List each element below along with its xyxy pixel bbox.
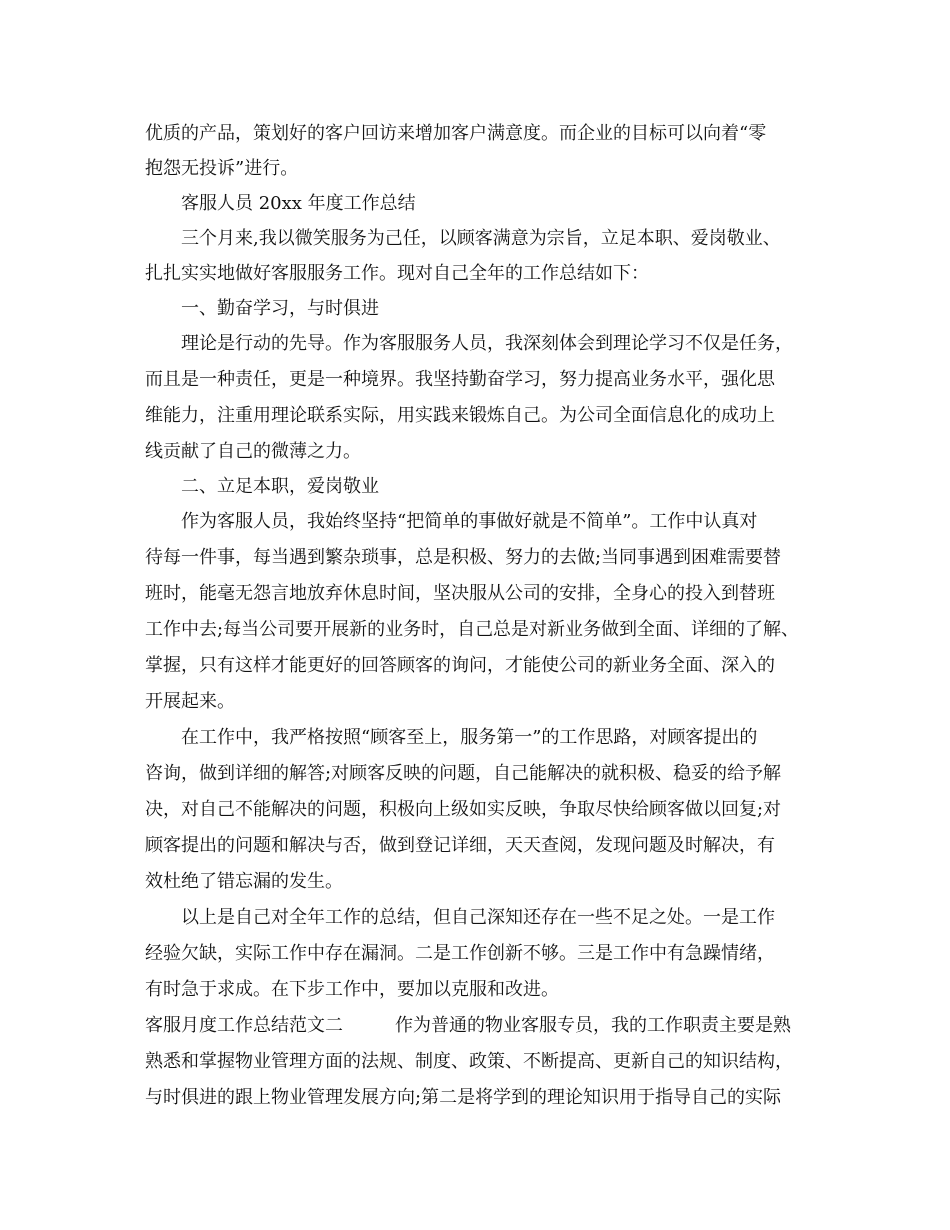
text-line: 开展起来。 [145,691,235,712]
text-line: 在工作中，我严格按照“顾客至上，服务第一”的工作思路，对顾客提出的 [181,727,758,748]
text-line: 作为客服人员，我始终坚持“把简单的事做好就是不简单”。工作中认真对 [181,511,758,532]
text-line: 三个月来,我以微笑服务为己任，以顾客满意为宗旨，立足本职、爱岗敬业、 [181,228,781,249]
text-line: 顾客提出的问题和解决与否，做到登记详细，天天查阅，发现问题及时解决，有 [145,835,775,856]
text-line: 维能力，注重用理论联系实际，用实践来锻炼自己。为公司全面信息化的成功上 [145,405,775,426]
text-line: 线贡献了自己的微薄之力。 [145,441,361,462]
text-line: 而且是一种责任，更是一种境界。我坚持勤奋学习，努力提高业务水平，强化思 [145,369,775,390]
text-line: 工作中去;每当公司要开展新的业务时，自己总是对新业务做到全面、详细的了解、 [145,619,800,640]
text-line: 抱怨无投诉”进行。 [145,158,299,179]
text-line: 与时俱进的跟上物业管理发展方向;第二是将学到的理论知识用于指导自己的实际 [145,1087,782,1108]
article-text: 作为普通的物业客服专员，我的工作职责主要是熟 [395,1015,791,1036]
text-line: 决，对自己不能解决的问题，积极向上级如实反映，争取尽快给顾客做以回复;对 [145,799,782,820]
mixed-heading-line [145,1014,825,1038]
section-heading: 客服人员 20xx 年度工作总结 [181,193,416,214]
text-line: 以上是自己对全年工作的总结，但自己深知还存在一些不足之处。一是工作 [181,907,775,928]
text-line: 扎扎实实地做好客服服务工作。现对自己全年的工作总结如下： [145,263,649,284]
subheading: 二、立足本职，爱岗敬业 [181,476,379,497]
text-line: 熟悉和掌握物业管理方面的法规、制度、政策、不断提高、更新自己的知识结构， [145,1051,793,1072]
text-line: 效杜绝了错忘漏的发生。 [145,871,343,892]
text-line: 班时，能毫无怨言地放弃休息时间，坚决服从公司的安排，全身心的投入到替班 [145,583,775,604]
text-line: 待每一件事，每当遇到繁杂琐事，总是积极、努力的去做;当同事遇到困难需要替 [145,547,782,568]
text-line: 优质的产品，策划好的客户回访来增加客户满意度。而企业的目标可以向着“零 [145,123,767,144]
subheading: 一、勤奋学习，与时俱进 [181,298,379,319]
text-line: 咨询，做到详细的解答;对顾客反映的问题，自己能解决的就积极、稳妥的给予解 [145,763,782,784]
article-heading: 客服月度工作总结范文二 [145,1015,343,1036]
text-line: 掌握，只有这样才能更好的回答顾客的询问，才能使公司的新业务全面、深入的 [145,655,775,676]
text-line: 经验欠缺，实际工作中存在漏洞。二是工作创新不够。三是工作中有急躁情绪， [145,943,775,964]
text-line: 理论是行动的先导。作为客服服务人员，我深刻体会到理论学习不仅是任务， [181,333,793,354]
text-line: 有时急于求成。在下步工作中，要加以克服和改进。 [145,979,559,1000]
